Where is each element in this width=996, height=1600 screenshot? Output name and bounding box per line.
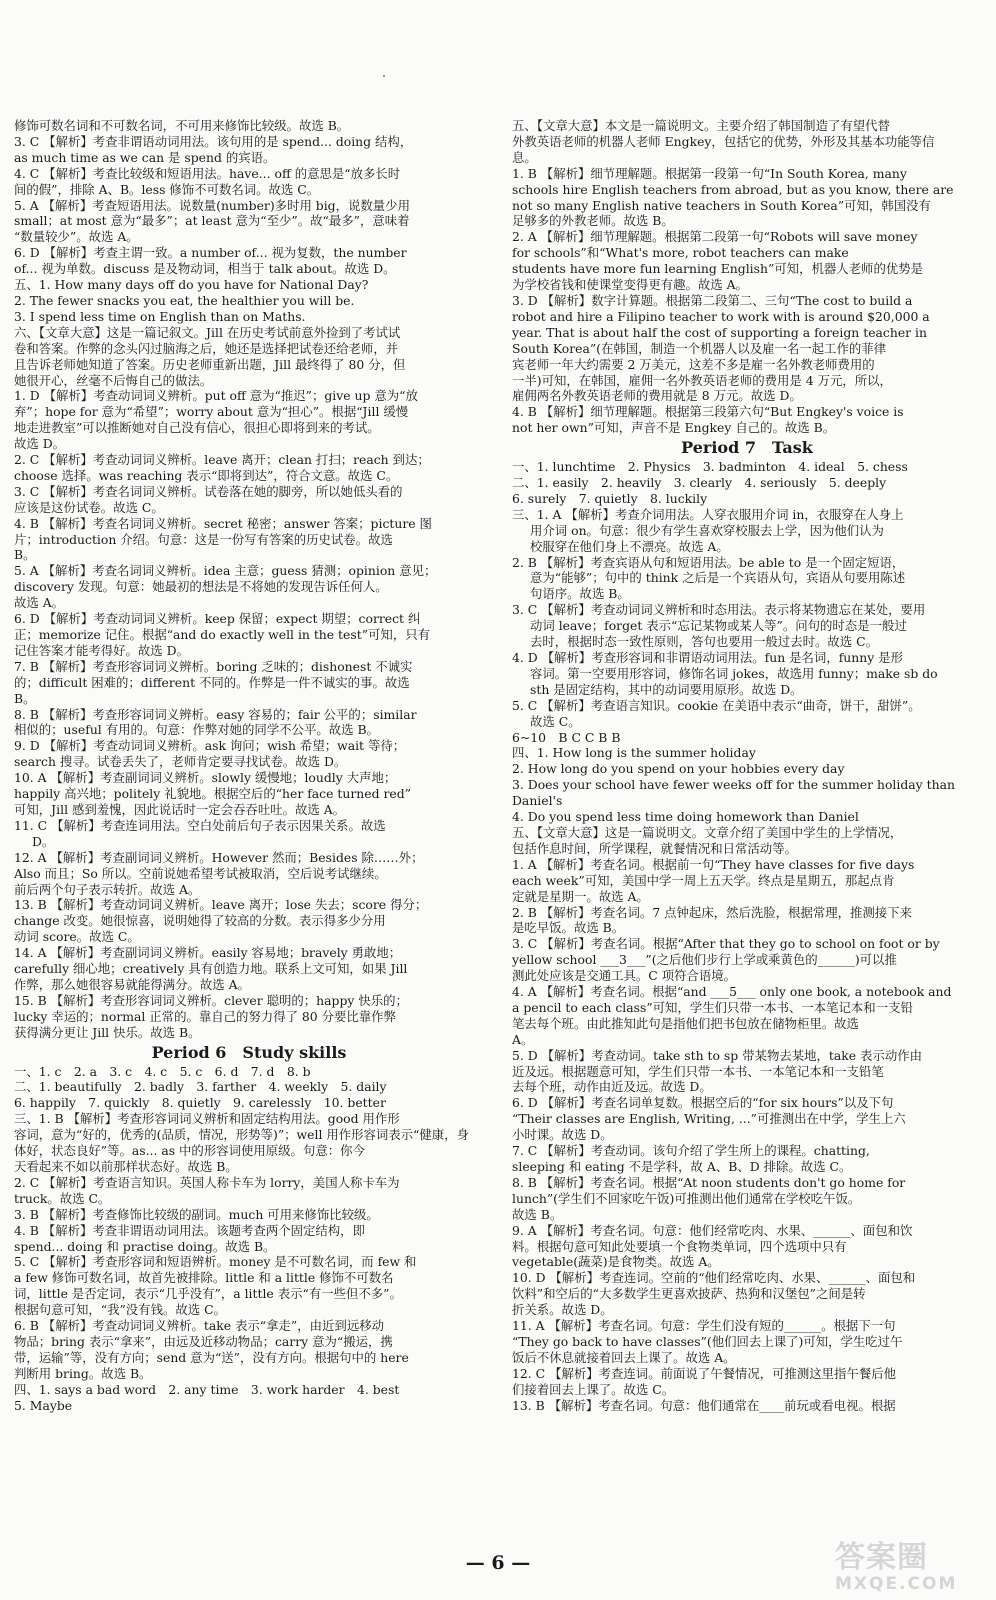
text-line: 且告诉老师她知道了答案。历史老师重新出题，Jill 最终得了 80 分，但	[14, 356, 406, 372]
text-line: 4. B 【解析】细节理解题。根据第三段第六句“But Engkey's voice is	[512, 404, 904, 420]
text-line: 二、1. easily 2. heavily 3. clearly 4. seriously 5. deeply	[512, 475, 887, 491]
text-line: 4. A 【解析】考查名词。根据“and ___5___ only one book, a notebook and	[512, 984, 952, 1000]
text-line: 4. Do you spend less time doing homework than Daniel	[512, 809, 859, 825]
text-line: A。	[512, 1031, 534, 1047]
text-line: 一半)可知，在韩国，雇佣一名外教英语老师的费用是 4 万元，所以，	[512, 372, 892, 388]
text-line: schools hire English teachers from abroad, but as you know, there are	[512, 181, 954, 197]
text-line: 11. A 【解析】考查名词。句意：学生们没有短的______。根据下一句	[512, 1318, 896, 1334]
text-line: sleeping 和 eating 不是学科，故 A、B、D 排除。故选 C。	[512, 1159, 852, 1174]
text-line: 3. Does your school have fewer weeks off for the summer holiday than	[512, 777, 955, 793]
text-line: 判断用 bring。故选 B。	[14, 1365, 152, 1381]
text-line: “数量较少”。故选 A。	[14, 229, 139, 245]
text-line: 四、1. says a bad word 2. any time 3. work harder 4. best	[14, 1381, 400, 1397]
text-line: 息。	[512, 149, 537, 165]
text-line: 5. C 【解析】考查语言知识。cookie 在美语中表示“曲奇，饼干，甜饼”。	[512, 697, 921, 713]
text-line: 10. D 【解析】考查连词。空前的“他们经常吃肉、水果、______、面包和	[512, 1270, 916, 1286]
text-line: 是吃早饭。故选 B。	[512, 920, 625, 936]
text-line: lucky 幸运的；normal 正常的。靠自己的努力得了 80 分要比靠作弊	[14, 1008, 396, 1024]
text-line: not so many English native teachers in South Korea”可知，韩国没有	[512, 197, 931, 213]
text-line: 12. A 【解析】考查副词词义辨析。However 然而；Besides 除……外；	[14, 849, 424, 865]
text-line: truck。故选 C。	[14, 1190, 111, 1206]
text-line: 一、1. c 2. a 3. c 4. c 5. c 6. d 7. d 8. b	[14, 1063, 311, 1079]
watermark-logo	[835, 1542, 989, 1596]
text-line: 3. D 【解析】数字计算题。根据第二段第二、三句“The cost to build a	[512, 292, 913, 308]
text-line: 去每个班，动作由近及远。故选 D。	[512, 1079, 712, 1095]
text-line: 包括作息时间，所学课程，就餐情况和日常活动等。	[512, 840, 797, 856]
text-line: robot and hire a Filipino teacher to work with is around $20,000 a	[512, 308, 930, 324]
text-line: 5. Maybe	[14, 1397, 73, 1413]
text-line: 五、1. How many days off do you have for National Day?	[14, 277, 369, 293]
text-line: 13. B 【解析】考查动词词义辨析。leave 离开；lose 失去；score 得分；	[14, 897, 428, 913]
text-line: 14. A 【解析】考查副词词义辨析。easily 容易地；bravely 勇敢地；	[14, 945, 402, 961]
text-line: 5. A 【解析】考查短语用法。说数量(number)多时用 big，说数量少用	[14, 197, 410, 213]
text-line: 句语序。故选 B。	[530, 586, 630, 602]
text-line: 容词，意为“好的，优秀的(品质，情况，形势等)”；well 用作形容词表示“健康，身	[14, 1127, 469, 1143]
text-line: 笔去每个班。由此推知此句是指他们把书包放在储物柜里。故选	[512, 1015, 859, 1031]
text-line: 料。根据句意可知此处要填一个食物类单词，四个选项中只有	[512, 1238, 847, 1254]
text-line: 3. C 【解析】考查动词词义辨析和时态用法。表示将某物遗忘在某处，要用	[512, 602, 926, 618]
text-line: 5. D 【解析】考查动词。take sth to sp 带某物去某地，take 表示动作由	[512, 1047, 922, 1063]
text-line: 弃”；hope for 意为“希望”；worry about 意为“担心”。根据“Jill 缓慢	[14, 404, 409, 420]
scan-dot	[383, 75, 385, 77]
text-line: 6. D 【解析】考查主谓一致。a number of... 视为复数，the number	[14, 245, 407, 261]
text-line: D。	[32, 833, 55, 849]
text-line: 2. C 【解析】考查动词词义辨析。leave 离开；clean 打扫；reach 到达；	[14, 452, 430, 468]
text-line: sth 是固定结构，其中的动词要用原形。故选 D。	[530, 681, 803, 697]
text-line: 五、【文章大意】这是一篇说明文。文章介绍了美国中学生的上学情况，	[512, 824, 903, 840]
text-line: lunch”(学生们不回家吃午饭)可推测出他们通常在学校吃午饭。	[512, 1190, 861, 1206]
text-line: 12. C 【解析】考查连词。前面说了午餐情况，可推测这里指午餐后他	[512, 1365, 897, 1381]
text-line: 15. B 【解析】考查形容词词义辨析。clever 聪明的；happy 快乐的；	[14, 992, 408, 1008]
text-line: 六、【文章大意】这是一篇记叙文。Jill 在历史考试前意外捡到了考试试	[14, 324, 401, 340]
text-line: a few 修饰可数名词，故首先被排除。little 和 a little 修饰不可数名	[14, 1270, 394, 1286]
text-line: 3. C 【解析】考查名词。根据“After that they go to school on foot or by	[512, 936, 940, 952]
text-line: not her own”可知，声音不是 Engkey 自己的。故选 B。	[512, 420, 836, 436]
text-line: for schools”和“What's more, robot teachers can make	[512, 245, 849, 261]
text-line: 折关系。故选 D。	[512, 1302, 613, 1318]
text-line: 宾老师一年大约需要 2 万美元，这差不多是雇一名外教老师费用的	[512, 356, 875, 372]
text-line: 8. B 【解析】考查名词。根据“At noon students don't go home for	[512, 1174, 906, 1190]
text-line: 4. B 【解析】考查非谓语动词用法。该题考查两个固定结构，即	[14, 1222, 365, 1238]
text-line: Also 而且；So 所以。空前说她希望考试被取消，空后说考试继续。	[14, 865, 387, 881]
text-line: 二、1. beautifully 2. badly 3. farther 4. weekly 5. daily	[14, 1079, 387, 1095]
text-line: 6. D 【解析】考查名词单复数。根据空后的“for six hours”以及下句	[512, 1095, 894, 1111]
text-line: 6~10 B C C B B	[512, 729, 621, 745]
text-line: 1. B 【解析】细节理解题。根据第一段第一句“In South Korea, many	[512, 165, 907, 181]
right-column	[512, 118, 982, 1558]
text-line: 3. I spend less time on English than on Maths.	[14, 308, 306, 324]
text-line: 1. A 【解析】考查名词。根据前一句“They have classes for five days	[512, 856, 915, 872]
text-line: 校服穿在他们身上不漂亮。故选 A。	[530, 538, 729, 554]
text-line: 4. C 【解析】考查比较级和短语用法。have... off 的意思是“放多长时	[14, 165, 401, 181]
text-line: 2. The fewer snacks you eat, the healthier you will be.	[14, 292, 355, 308]
text-line: 近及远。根据题意可知，学生们只带一本书、一本笔记本和一支铅笔	[512, 1063, 884, 1079]
text-line: 3. B 【解析】考查修饰比较级的副词。much 可用来修饰比较级。	[14, 1206, 379, 1222]
text-line: spend... doing 和 practise doing。故选 B。	[14, 1238, 276, 1254]
text-line: 卷和答案。作弊的念头闪过脑海之后，她还是选择把试卷还给老师，并	[14, 340, 399, 356]
text-line: change 改变。她很惊喜，说明她得了较高的分数。表示得多少分用	[14, 913, 386, 929]
text-line: 故选 C。	[530, 713, 581, 729]
text-line: 用介词 on。句意：很少有学生喜欢穿校服去上学，因为他们认为	[530, 522, 884, 538]
text-line: 作弊，那么她很容易就能得满分。故选 A。	[14, 976, 250, 992]
text-line: 2. B 【解析】考查名词。7 点钟起床，然后洗脸，根据常理，推测接下来	[512, 904, 912, 920]
text-line: 故选 A。	[14, 595, 65, 611]
text-line: 三、1. A 【解析】考查介词用法。人穿衣服用介词 in，衣服穿在人身上	[512, 506, 904, 522]
text-line: 词，little 是否定词，表示“几乎没有”，a little 表示“有一些但不多”。	[14, 1286, 402, 1302]
text-line: 前后两个句子表示转折。故选 A。	[14, 881, 201, 897]
text-line: 7. C 【解析】考查动词。该句介绍了学生所上的课程。chatting,	[512, 1143, 870, 1159]
text-line: 片；introduction 介绍。句意：这是一份写有答案的历史试卷。故选	[14, 531, 393, 547]
text-line: yellow school ___3___”(之后他们步行上学或乘黄色的______)可以推	[512, 952, 897, 968]
text-line: 一、1. lunchtime 2. Physics 3. badminton 4. ideal 5. chess	[512, 459, 908, 475]
text-line: 应该是这份试卷。故选 C。	[14, 499, 164, 515]
text-line: 2. C 【解析】考查语言知识。英国人称卡车为 lorry，美国人称卡车为	[14, 1174, 400, 1190]
text-line: 带，运输”等，没有方向；send 意为“送”，没有方向。根据句中的 here	[14, 1349, 409, 1365]
text-line: 正；memorize 记住。根据“and do exactly well in the test”可知，只有	[14, 627, 430, 642]
text-line: 体好，状态良好”等。as... as 中的形容词使用原级。句意：你今	[14, 1143, 365, 1159]
text-line: 6. happily 7. quickly 8. quietly 9. carelessly 10. better	[14, 1095, 386, 1111]
text-line: 故选 B。	[512, 1206, 563, 1222]
text-line: 8. B 【解析】考查形容词词义辨析。easy 容易的；fair 公平的；similar	[14, 706, 417, 722]
text-line: 容词。第一空要用形容词，修饰名词 jokes，故选用 funny；make sb do	[530, 665, 938, 681]
text-line: each week”可知，美国中学一周上五天学。终点是星期五，那起点肯	[512, 872, 895, 888]
text-line: 根据句意可知，“我”没有钱。故选 C。	[14, 1302, 226, 1318]
text-line: choose 选择。was reaching 表示“即将到达”，符合文意。故选 C。	[14, 467, 399, 483]
text-line: 她很开心，丝毫不后悔自己的做法。	[14, 372, 213, 388]
text-line: 记住答案才能考得好。故选 D。	[14, 642, 189, 658]
text-line: 6. surely 7. quietly 8. luckily	[512, 490, 708, 506]
text-line: 7. B 【解析】考查形容词词义辨析。boring 乏味的；dishonest 不诚实	[14, 658, 413, 674]
section-heading: Period 7 Task	[681, 438, 813, 458]
text-line: of... 视为单数。discuss 是及物动词，相当于 talk about。故选 D。	[14, 261, 396, 277]
text-line: 6. D 【解析】考查动词词义辨析。keep 保留；expect 期望；correct 纠	[14, 611, 421, 627]
text-line: year. That is about half the cost of supporting a foreign teacher in	[512, 324, 927, 340]
text-line: 2. A 【解析】细节理解题。根据第二段第一句“Robots will save money	[512, 229, 918, 245]
text-line: small；at most 意为“最多”；at least 意为“至少”。故“最多”，意味着	[14, 213, 410, 229]
text-line: B。	[14, 690, 36, 706]
text-line: 定就是星期一。故选 A。	[512, 888, 649, 904]
text-line: 3. C 【解析】考查名词词义辨析。试卷落在她的脚旁，所以她低头看的	[14, 483, 403, 499]
text-line: as much time as we can 是 spend 的宾语。	[14, 149, 276, 165]
page-number: — 6 —	[465, 1552, 531, 1574]
text-line: 们接着回去上课了。故选 C。	[512, 1381, 675, 1397]
text-line: a pencil to each class”可知，学生们只带一本书、一本笔记本和一支铅	[512, 999, 913, 1015]
text-line: 2. How long do you spend on your hobbies every day	[512, 761, 845, 777]
text-line: 饭后不休息就接着回去上课了。故选 A。	[512, 1349, 736, 1365]
text-line: 饮料”和空后的“大多数学生更喜欢披萨、热狗和汉堡包”之间是转	[512, 1286, 866, 1302]
text-line: 获得满分更让 Jill 快乐。故选 B。	[14, 1024, 201, 1040]
text-line: 足够多的外教老师。故选 B。	[512, 213, 674, 229]
text-line: 外教英语老师的机器人老师 Engkey，包括它的优势，外形及其基本功能等信	[512, 133, 935, 149]
watermark-text: 答案圈	[835, 1540, 928, 1575]
text-line: 10. A 【解析】考查副词词义辨析。slowly 缓慢地；loudly 大声地；	[14, 770, 397, 786]
text-line: 意为“能够”；句中的 think 之后是一个宾语从句，宾语从句要用陈述	[530, 570, 906, 586]
text-line: 9. A 【解析】考查名词。句意：他们经常吃肉、水果、______、面包和饮	[512, 1222, 913, 1238]
text-line: 小时课。故选 D。	[512, 1127, 613, 1143]
text-line: 四、1. How long is the summer holiday	[512, 745, 756, 761]
text-line: 三、1. B 【解析】考查形容词词义辨析和固定结构用法。good 用作形	[14, 1111, 400, 1127]
text-line: 动词 leave；forget 表示“忘记某物或某人等”。问句的时态是一般过	[530, 618, 907, 634]
text-line: 故选 D。	[14, 436, 66, 452]
text-line: 为学校省钱和使课堂变得更有趣。故选 A。	[512, 277, 748, 293]
text-line: carefully 细心地；creatively 具有创造力地。联系上文可知，如果 Jill	[14, 961, 408, 977]
section-heading: Period 6 Study skills	[151, 1042, 347, 1062]
text-line: Daniel's	[512, 793, 563, 809]
text-line: search 搜寻。试卷丢失了，老师肯定要寻找试卷。故选 D。	[14, 754, 347, 770]
text-line: students have more fun learning English”可知，机器人老师的优势是	[512, 261, 924, 277]
text-line: 物品；bring 表示“拿来”，由远及近移动物品；carry 意为“搬运，携	[14, 1333, 393, 1349]
text-line: 11. C 【解析】考查连词用法。空白处前后句子表示因果关系。故选	[14, 817, 386, 833]
text-line: 9. D 【解析】考查动词词义辨析。ask 询问；wish 希望；wait 等待；	[14, 738, 406, 754]
text-line: 间的假”，排除 A、B。less 修饰不可数名词。故选 C。	[14, 181, 320, 197]
text-line: B。	[14, 547, 36, 563]
text-line: “They go back to have classes”(他们回去上课了)可知，学生吃过午	[512, 1333, 903, 1349]
text-line: 相似的；useful 有用的。句意：作弊对她的同学不公平。故选 B。	[14, 722, 379, 738]
text-line: 可知，Jill 感到羞愧，因此说话时一定会吞吞吐吐。故选 A。	[14, 801, 346, 817]
text-line: 动词 score。故选 C。	[14, 929, 140, 945]
text-line: 4. D 【解析】考查形容词和非谓语动词用法。fun 是名词，funny 是形	[512, 650, 903, 665]
text-line: 的；difficult 困难的；different 不同的。作弊是一件不诚实的事。故选	[14, 674, 410, 690]
text-line: happily 高兴地；politely 礼貌地。根据空后的“her face turned red”	[14, 786, 411, 802]
text-line: 地走进教室”可以推断她对自己没有信心，很担心即将到来的考试。	[14, 420, 380, 436]
left-column	[14, 118, 484, 1558]
text-line: 2. B 【解析】考查宾语从句和短语用法。be able to 是一个固定短语，	[512, 554, 905, 570]
text-line: discovery 发现。句意：她最初的想法是不将她的发现告诉任何人。	[14, 579, 388, 595]
text-line: 6. B 【解析】考查动词词义辨析。take 表示“拿走”，由近到远移动	[14, 1318, 384, 1334]
text-line: 修饰可数名词和不可数名词，不可用来修饰比较级。故选 B。	[14, 118, 350, 133]
text-line: 测此处应该是交通工具。C 项符合语境。	[512, 968, 737, 984]
watermark-url: MXQE.COM	[835, 1574, 958, 1594]
text-line: 5. C 【解析】考查形容词和短语辨析。money 是不可数名词，而 few 和	[14, 1254, 417, 1270]
text-line: 五、【文章大意】本文是一篇说明文。主要介绍了韩国制造了有望代替	[512, 118, 890, 133]
text-line: 3. C 【解析】考查非谓语动词用法。该句用的是 spend... doing 结构，	[14, 133, 413, 149]
text-line: 去时，根据时态一致性原则，答句也要用一般过去时。故选 C。	[530, 634, 878, 650]
text-line: 4. B 【解析】考查名词词义辨析。secret 秘密；answer 答案；picture 图	[14, 515, 432, 531]
text-line: 天看起来不如以前那样状态好。故选 B。	[14, 1159, 238, 1174]
text-line: 雇佣两名外教英语老师的费用就是 8 万元。故选 D。	[512, 388, 802, 404]
text-line: 5. A 【解析】考查名词词义辨析。idea 主意；guess 猜测；opinion 意见；	[14, 563, 437, 579]
text-line: 1. D 【解析】考查动词词义辨析。put off 意为“推迟”；give up 意为“放	[14, 388, 418, 404]
text-line: 13. B 【解析】考查名词。句意：他们通常在____前玩或看电视。根据	[512, 1397, 896, 1413]
text-line: “Their classes are English, Writing, ...”可推测出在中学，学生上六	[512, 1111, 906, 1127]
text-line: South Korea”(在韩国，制造一个机器人以及雇一名一起工作的菲律	[512, 340, 887, 356]
text-line: vegetable(蔬菜)是食物类。故选 A。	[512, 1254, 720, 1270]
